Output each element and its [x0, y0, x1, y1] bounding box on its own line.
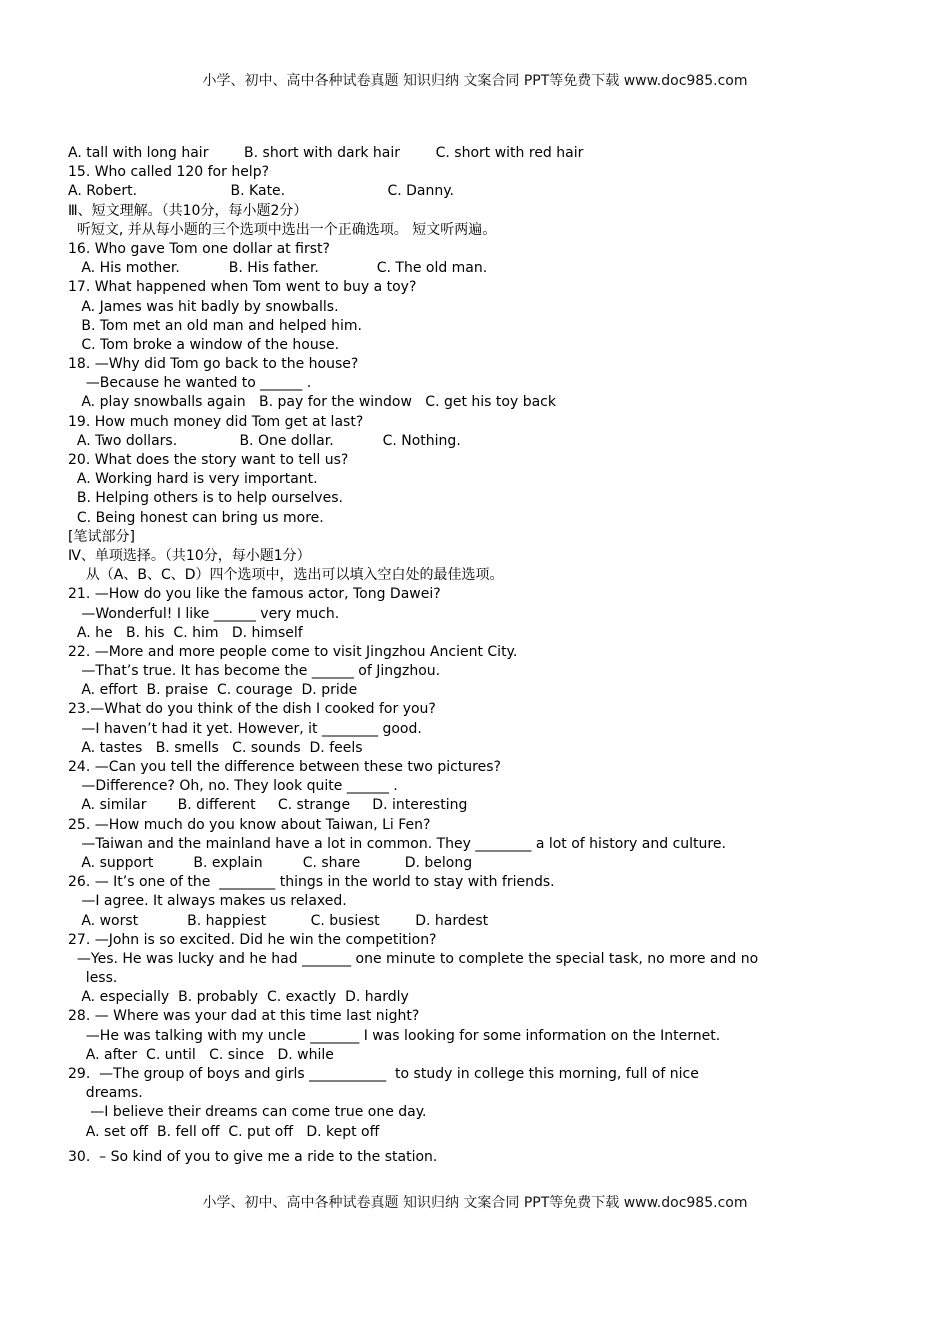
- text-line: —I haven’t had it yet. However, it ________ good.: [68, 720, 422, 737]
- text-line: 20. What does the story want to tell us?: [68, 452, 349, 468]
- text-line: A. tall with long hair B. short with dark hair C. short with red hair: [68, 145, 584, 161]
- text-line: —Difference? Oh, no. They look quite ______ .: [68, 778, 398, 795]
- text-line: A. effort B. praise C. courage D. pride: [68, 682, 358, 699]
- text-line: A. His mother. B. His father. C. The old man.: [68, 260, 488, 277]
- text-line: 从（A、B、C、D）四个选项中，选出可以填入空白处的最佳选项。: [68, 567, 504, 584]
- text-line: 29. —The group of boys and girls ___________ to study in college this morning, full of nice: [68, 1066, 699, 1082]
- text-line: less.: [68, 970, 118, 987]
- text-line: A. tastes B. smells C. sounds D. feels: [68, 739, 363, 756]
- text-line: Ⅲ、短文理解。（共10分，每小题2分）: [68, 202, 308, 219]
- text-line: 28. — Where was your dad at this time last night?: [68, 1008, 420, 1025]
- text-line: 22. —More and more people come to visit Jingzhou Ancient City.: [68, 643, 518, 660]
- text-line: —He was talking with my uncle _______ I was looking for some information on the Internet.: [68, 1027, 721, 1044]
- exam-content: [68, 144, 888, 1167]
- text-line: A. especially B. probably C. exactly D. hardly: [68, 989, 409, 1006]
- text-line: —Because he wanted to ______ .: [68, 375, 312, 392]
- text-line: C. Tom broke a window of the house.: [68, 336, 340, 353]
- text-line: 25. —How much do you know about Taiwan, Li Fen?: [68, 816, 431, 833]
- text-line: A. James was hit badly by snowballs.: [68, 298, 339, 315]
- text-line: A. set off B. fell off C. put off D. kept off: [68, 1123, 380, 1140]
- text-line: dreams.: [68, 1085, 143, 1102]
- text-line: A. similar B. different C. strange D. interesting: [68, 797, 468, 814]
- text-line: A. play snowballs again B. pay for the window C. get his toy back: [68, 394, 556, 411]
- text-line: A. Working hard is very important.: [68, 471, 318, 488]
- text-line: A. Two dollars. B. One dollar. C. Nothing.: [68, 432, 461, 449]
- page-footer: 小学、初中、高中各种试卷真题 知识归纳 文案合同 PPT等免费下载 www.doc985.com: [202, 1195, 748, 1211]
- text-line: 16. Who gave Tom one dollar at first?: [68, 240, 330, 257]
- text-line: B. Helping others is to help ourselves.: [68, 490, 343, 507]
- text-line: 17. What happened when Tom went to buy a toy?: [68, 279, 417, 296]
- text-line: —Wonderful! I like ______ very much.: [68, 605, 340, 622]
- page-header: 小学、初中、高中各种试卷真题 知识归纳 文案合同 PPT等免费下载 www.doc985.com: [202, 73, 748, 89]
- text-line: —I believe their dreams can come true one day.: [68, 1104, 427, 1121]
- text-line: 听短文, 并从每小题的三个选项中选出一个正确选项。 短文听两遍。: [68, 221, 497, 238]
- text-line: C. Being honest can bring us more.: [68, 509, 324, 526]
- text-line: 15. Who called 120 for help?: [68, 164, 270, 181]
- text-line: 19. How much money did Tom get at last?: [68, 413, 364, 430]
- text-line: 26. — It’s one of the ________ things in the world to stay with friends.: [68, 874, 555, 891]
- text-line: 27. —John is so excited. Did he win the competition?: [68, 931, 437, 948]
- text-line: —I agree. It always makes us relaxed.: [68, 893, 347, 910]
- text-line: —Yes. He was lucky and he had _______ one minute to complete the special task, no more and no: [68, 950, 759, 967]
- text-line: —Taiwan and the mainland have a lot in common. They ________ a lot of history and culture.: [68, 835, 726, 852]
- text-line: —That’s true. It has become the ______ of Jingzhou.: [68, 663, 441, 680]
- text-line: 30. – So kind of you to give me a ride to the station.: [68, 1148, 438, 1165]
- text-line: B. Tom met an old man and helped him.: [68, 317, 362, 334]
- text-line: A. support B. explain C. share D. belong: [68, 854, 473, 871]
- text-line: [笔试部分]: [68, 528, 135, 545]
- text-line: A. after C. until C. since D. while: [68, 1046, 334, 1063]
- text-line: A. he B. his C. him D. himself: [68, 624, 303, 641]
- text-line: A. worst B. happiest C. busiest D. hardest: [68, 912, 489, 929]
- text-line: 18. —Why did Tom go back to the house?: [68, 356, 359, 373]
- text-line: Ⅳ、单项选择。（共10分，每小题1分）: [68, 547, 311, 564]
- text-line: 24. —Can you tell the difference between these two pictures?: [68, 759, 501, 775]
- text-line: 23.—What do you think of the dish I cooked for you?: [68, 701, 436, 718]
- text-line: 21. —How do you like the famous actor, Tong Dawei?: [68, 586, 441, 603]
- text-line: A. Robert. B. Kate. C. Danny.: [68, 183, 454, 200]
